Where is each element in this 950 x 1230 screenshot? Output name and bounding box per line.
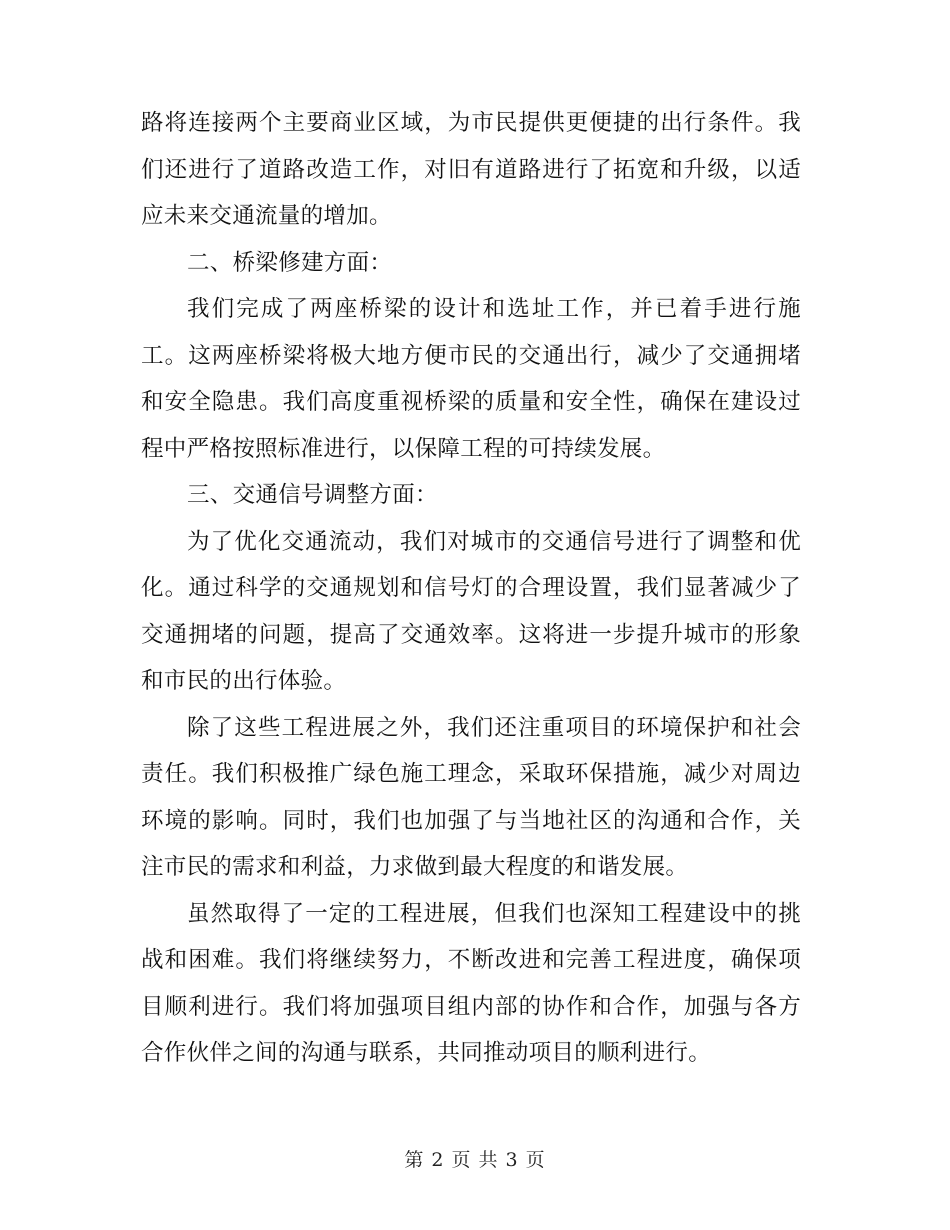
paragraph-bridge: 我们完成了两座桥梁的设计和选址工作，并已着手进行施工。这两座桥梁将极大地方便市民的交通出行，减少了交通拥堵和安全隐患。我们高度重视桥梁的质量和安全性，确保在建设过程中严格按照标准进行，以保障工程的可持续发展。 — [141, 296, 801, 462]
section-heading-traffic-signal: 三、交通信号调整方面： — [187, 482, 438, 508]
paragraph-challenges: 虽然取得了一定的工程进展，但我们也深知工程建设中的挑战和困难。我们将继续努力，不断改进和完善工程进度，确保项目顺利进行。我们将加强项目组内部的协作和合作，加强与各方合作伙伴之间的沟通与联系，共同推动项目的顺利进行。 — [141, 900, 801, 1066]
paragraph-traffic-signal: 为了优化交通流动，我们对城市的交通信号进行了调整和优化。通过科学的交通规划和信号灯的合理设置，我们显著减少了交通拥堵的问题，提高了交通效率。这将进一步提升城市的形象和市民的出行体验。 — [141, 528, 801, 694]
paragraph-environment: 除了这些工程进展之外，我们还注重项目的环境保护和社会责任。我们积极推广绿色施工理念，采取环保措施，减少对周边环境的影响。同时，我们也加强了与当地社区的沟通和合作，关注市民的需求和利益，力求做到最大程度的和谐发展。 — [141, 714, 801, 880]
document-body — [141, 100, 801, 1077]
page-number: 第 2 页 共 3 页 — [404, 1149, 546, 1171]
section-heading-bridge: 二、桥梁修建方面： — [187, 249, 393, 276]
paragraph-road-continuation: 路将连接两个主要商业区域，为市民提供更便捷的出行条件。我们还进行了道路改造工作，对旧有道路进行了拓宽和升级，以适应未来交通流量的增加。 — [141, 110, 801, 229]
